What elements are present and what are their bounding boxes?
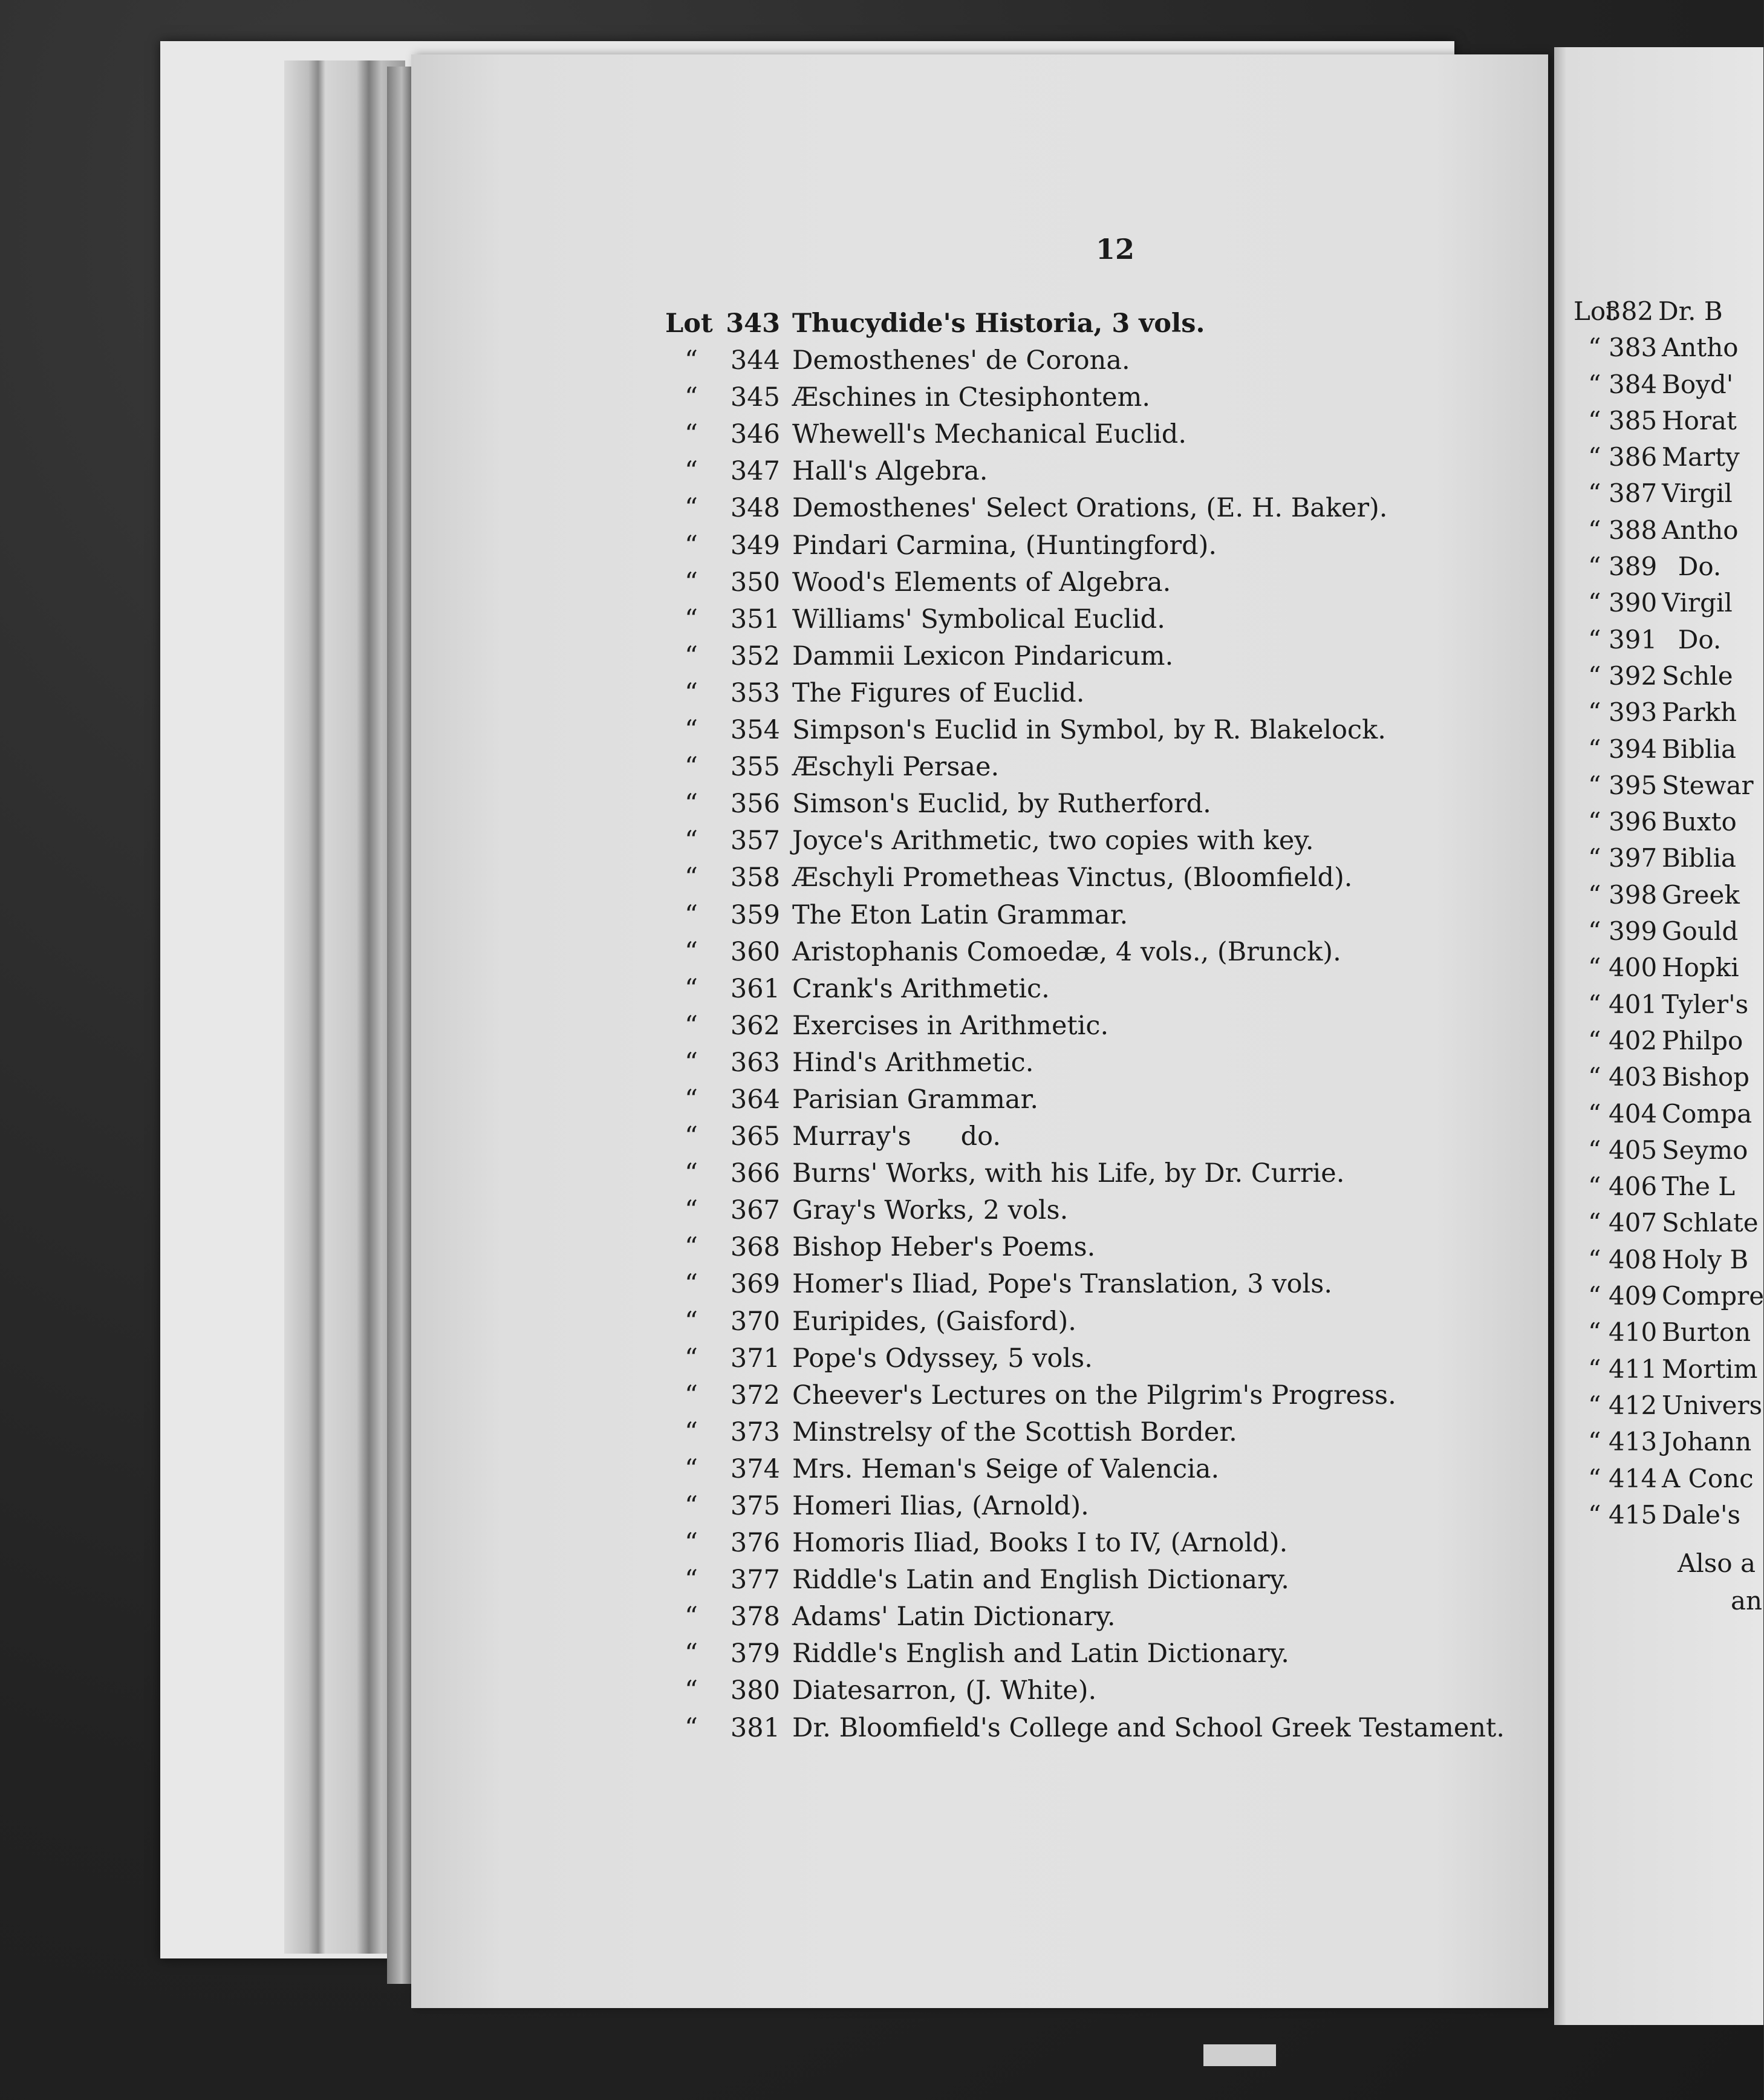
lot-title: Homeri Ilias, (Arnold). [792, 1491, 1089, 1521]
lot-number: 402 [1609, 1025, 1658, 1055]
lot-entry [1588, 1205, 1763, 1241]
lot-prefix: “ [1588, 1244, 1601, 1274]
lot-number: 409 [1609, 1281, 1658, 1311]
lot-entry [1588, 694, 1763, 731]
lot-number: 356 [730, 789, 780, 820]
lot-prefix: “ [1588, 1317, 1601, 1348]
lot-prefix: “ [1588, 552, 1601, 582]
lot-title: Dammii Lexicon Pindaricum. [792, 641, 1174, 671]
lot-number: 352 [730, 641, 780, 671]
lot-entry [665, 1414, 1536, 1451]
lot-title: Mortim [1662, 1354, 1758, 1384]
lot-title: Homoris Iliad, Books I to IV, (Arnold). [792, 1528, 1288, 1559]
lot-number: 375 [730, 1491, 780, 1521]
lot-entry [1588, 658, 1763, 694]
lot-number: 367 [730, 1195, 780, 1226]
lot-title: Antho [1662, 333, 1739, 363]
lot-prefix: Lot [665, 308, 713, 339]
lot-prefix: “ [1588, 369, 1601, 399]
lot-title: Pope's Odyssey, 5 vols. [792, 1343, 1093, 1374]
lot-prefix: “ [1588, 660, 1601, 691]
lot-number: 373 [730, 1417, 780, 1447]
lot-prefix: “ [685, 1528, 698, 1559]
lot-number: 358 [730, 862, 780, 893]
lot-entry [665, 934, 1536, 971]
lot-title: Williams' Symbolical Euclid. [792, 604, 1165, 634]
lot-prefix: “ [685, 752, 698, 783]
lot-prefix: “ [1588, 1499, 1601, 1530]
lot-number: 374 [730, 1453, 780, 1484]
lot-number: 395 [1609, 770, 1658, 800]
lot-entry [1574, 293, 1763, 330]
lot-title: Do. [1662, 552, 1722, 582]
lot-title: Schle [1662, 660, 1733, 691]
lot-prefix: “ [1588, 1135, 1601, 1165]
lot-prefix: “ [1588, 953, 1601, 983]
lot-entry [665, 490, 1536, 527]
lot-title: Virgil [1662, 478, 1733, 509]
lot-prefix: “ [685, 1269, 698, 1300]
lot-prefix: “ [1588, 588, 1601, 618]
lot-title: Æschyli Persae. [792, 752, 1000, 783]
lot-prefix: “ [685, 1491, 698, 1521]
lot-title: Biblia [1662, 843, 1737, 873]
lot-number: 397 [1609, 843, 1658, 873]
lot-number: 386 [1609, 442, 1658, 472]
lot-number: 362 [730, 1010, 780, 1041]
lot-prefix: “ [685, 641, 698, 671]
lot-entry [665, 1229, 1536, 1266]
lot-entry [1588, 950, 1763, 986]
lot-prefix: “ [685, 862, 698, 893]
lot-entry [1588, 622, 1763, 658]
lot-title: Bishop Heber's Poems. [792, 1232, 1096, 1263]
lot-title: Johann [1662, 1427, 1752, 1457]
lot-prefix: “ [685, 1195, 698, 1226]
lot-entry [665, 601, 1536, 638]
lot-entry [665, 1672, 1536, 1709]
lot-prefix: “ [685, 1158, 698, 1189]
lot-number: 372 [730, 1380, 780, 1410]
lot-title: A Conc [1662, 1463, 1754, 1493]
lot-title: Mrs. Heman's Seige of Valencia. [792, 1453, 1220, 1484]
lot-title: Dale's [1662, 1499, 1741, 1530]
lot-number: 351 [730, 604, 780, 634]
lot-number: 405 [1609, 1135, 1658, 1165]
lot-entry [665, 453, 1536, 490]
lot-number: 415 [1609, 1499, 1658, 1530]
lot-title: Antho [1662, 515, 1739, 545]
lot-number: 348 [730, 493, 780, 524]
right-trailing-line-2: an [1731, 1586, 1763, 1616]
lot-title: Compa [1662, 1098, 1753, 1129]
lot-list-left [665, 305, 1536, 1747]
lot-prefix: “ [1588, 989, 1601, 1019]
lot-entry [1588, 1278, 1763, 1314]
lot-prefix: “ [1588, 1427, 1601, 1457]
lot-prefix: Lot [1574, 296, 1616, 326]
lot-number: 406 [1609, 1172, 1658, 1202]
lot-prefix: “ [1588, 916, 1601, 947]
lot-number: 411 [1609, 1354, 1658, 1384]
lot-title: Riddle's Latin and English Dictionary. [792, 1565, 1289, 1596]
lot-title: Hind's Arithmetic. [792, 1047, 1034, 1078]
lot-number: 355 [730, 752, 780, 783]
lot-number: 376 [730, 1528, 780, 1559]
lot-entry [665, 1155, 1536, 1192]
lot-entry [665, 971, 1536, 1008]
lot-entry [1588, 549, 1763, 585]
lot-title: Wood's Elements of Algebra. [792, 567, 1171, 598]
lot-number: 383 [1609, 333, 1658, 363]
lot-number: 407 [1609, 1208, 1658, 1238]
lot-title: Joyce's Arithmetic, two copies with key. [792, 826, 1314, 856]
lot-prefix: “ [685, 1232, 698, 1263]
lot-title: Riddle's English and Latin Dictionary. [792, 1639, 1289, 1669]
lot-entry [1588, 1242, 1763, 1278]
lot-prefix: “ [1588, 807, 1601, 837]
lot-title: Diatesarron, (J. White). [792, 1675, 1097, 1706]
lot-entry [665, 1562, 1536, 1599]
lot-number: 368 [730, 1232, 780, 1263]
lot-prefix: “ [685, 1121, 698, 1152]
lot-title: Minstrelsy of the Scottish Border. [792, 1417, 1237, 1447]
lot-entry [665, 342, 1536, 379]
lot-prefix: “ [1588, 478, 1601, 509]
lot-title: Hall's Algebra. [792, 456, 988, 487]
lot-number: 349 [730, 530, 780, 561]
lot-prefix: “ [685, 604, 698, 634]
lot-number: 385 [1609, 405, 1658, 435]
lot-entry [665, 1192, 1536, 1229]
lot-title: Dr. B [1658, 296, 1723, 326]
lot-prefix: “ [1588, 1025, 1601, 1055]
lot-prefix: “ [685, 826, 698, 856]
lot-title: Bishop [1662, 1062, 1750, 1092]
lot-title: Seymo [1662, 1135, 1748, 1165]
lot-prefix: “ [685, 677, 698, 708]
lot-title: Adams' Latin Dictionary. [792, 1602, 1116, 1632]
lot-prefix: “ [685, 899, 698, 930]
lot-title: Compre [1662, 1281, 1764, 1311]
lot-number: 357 [730, 826, 780, 856]
lot-number: 343 [726, 308, 780, 339]
lot-number: 413 [1609, 1427, 1658, 1457]
lot-title: Gray's Works, 2 vols. [792, 1195, 1069, 1226]
lot-number: 370 [730, 1306, 780, 1337]
lot-prefix: “ [1588, 1062, 1601, 1092]
lot-number: 384 [1609, 369, 1658, 399]
lot-title: Cheever's Lectures on the Pilgrim's Progress. [792, 1380, 1396, 1410]
lot-entry [665, 1451, 1536, 1488]
lot-title: Hopki [1662, 953, 1739, 983]
lot-title: Univers [1662, 1390, 1763, 1420]
lot-entry [665, 1377, 1536, 1414]
lot-title: Simpson's Euclid in Symbol, by R. Blakelock. [792, 715, 1386, 746]
page-number: 12 [1096, 233, 1135, 266]
lot-title: Marty [1662, 442, 1740, 472]
lot-prefix: “ [685, 1010, 698, 1041]
lot-number: 361 [730, 973, 780, 1004]
lot-number: 398 [1609, 879, 1658, 910]
lot-title: Crank's Arithmetic. [792, 973, 1050, 1004]
lot-number: 388 [1609, 515, 1658, 545]
lot-title: Aristophanis Comoedæ, 4 vols., (Brunck). [792, 936, 1341, 967]
lot-entry [1588, 1497, 1763, 1533]
lot-entry [665, 786, 1536, 823]
lot-prefix: “ [1588, 1390, 1601, 1420]
lot-title: Demosthenes' Select Orations, (E. H. Baker). [792, 493, 1388, 524]
lot-title: Horat [1662, 405, 1737, 435]
lot-entry [1588, 1314, 1763, 1351]
lot-number: 363 [730, 1047, 780, 1078]
lot-entry [1588, 512, 1763, 549]
lot-title: Demosthenes' de Corona. [792, 345, 1130, 376]
lot-number: 353 [730, 677, 780, 708]
lot-number: 414 [1609, 1463, 1658, 1493]
lot-number: 412 [1609, 1390, 1658, 1420]
lot-number: 360 [730, 936, 780, 967]
lot-prefix: “ [685, 456, 698, 487]
lot-entry [665, 1488, 1536, 1525]
lot-entry [1588, 330, 1763, 366]
lot-prefix: “ [685, 1453, 698, 1484]
lot-prefix: “ [1588, 1463, 1601, 1493]
lot-title: Schlate [1662, 1208, 1759, 1238]
lot-number: 401 [1609, 989, 1658, 1019]
lot-entry [1588, 585, 1763, 621]
lot-entry [1588, 439, 1763, 475]
lot-prefix: “ [1588, 515, 1601, 545]
lot-entry [1588, 804, 1763, 840]
lot-prefix: “ [685, 1084, 698, 1115]
lot-number: 359 [730, 899, 780, 930]
lot-title: Euripides, (Gaisford). [792, 1306, 1076, 1337]
lot-entry [665, 1266, 1536, 1303]
page-tab [1203, 2044, 1276, 2066]
lot-entry [665, 1525, 1536, 1562]
lot-title: The Eton Latin Grammar. [792, 899, 1128, 930]
lot-title: Holy B [1662, 1244, 1749, 1274]
lot-title: Do. [1662, 624, 1722, 654]
lot-title: Homer's Iliad, Pope's Translation, 3 vols. [792, 1269, 1332, 1300]
lot-prefix: “ [685, 530, 698, 561]
lot-prefix: “ [685, 1602, 698, 1632]
lot-entry [665, 416, 1536, 453]
lot-prefix: “ [685, 382, 698, 413]
lot-title: Philpo [1662, 1025, 1743, 1055]
lot-prefix: “ [1588, 333, 1601, 363]
lot-number: 344 [730, 345, 780, 376]
lot-number: 369 [730, 1269, 780, 1300]
lot-title: Boyd' [1662, 369, 1734, 399]
lot-entry [665, 305, 1536, 342]
lot-number: 396 [1609, 807, 1658, 837]
lot-number: 404 [1609, 1098, 1658, 1129]
lot-title: The Figures of Euclid. [792, 677, 1085, 708]
lot-number: 399 [1609, 916, 1658, 947]
lot-entry [1588, 1424, 1763, 1460]
lot-title: Parkh [1662, 697, 1737, 728]
lot-title: Stewar [1662, 770, 1754, 800]
lot-number: 379 [730, 1639, 780, 1669]
lot-number: 371 [730, 1343, 780, 1374]
lot-title: Æschines in Ctesiphontem. [792, 382, 1151, 413]
lot-title: Burns' Works, with his Life, by Dr. Currie. [792, 1158, 1345, 1189]
lot-entry [1588, 367, 1763, 403]
lot-number: 387 [1609, 478, 1658, 509]
lot-number: 350 [730, 567, 780, 598]
lot-title: Tyler's [1662, 989, 1749, 1019]
lot-prefix: “ [685, 936, 698, 967]
lot-prefix: “ [685, 1047, 698, 1078]
lot-prefix: “ [685, 1343, 698, 1374]
lot-entry [665, 1635, 1536, 1672]
lot-title: The L [1662, 1172, 1736, 1202]
lot-entry [665, 897, 1536, 934]
lot-entry [1588, 840, 1763, 876]
lot-prefix: “ [685, 1712, 698, 1743]
lot-prefix: “ [685, 1675, 698, 1706]
lot-number: 403 [1609, 1062, 1658, 1092]
lot-number: 391 [1609, 624, 1658, 654]
lot-title: Gould [1662, 916, 1739, 947]
lot-prefix: “ [685, 1639, 698, 1669]
lot-title: Parisian Grammar. [792, 1084, 1038, 1115]
lot-entry [665, 1303, 1536, 1340]
lot-entry [1588, 403, 1763, 439]
lot-prefix: “ [1588, 1098, 1601, 1129]
lot-entry [1588, 913, 1763, 950]
lot-entry [665, 1599, 1536, 1635]
lot-entry [1588, 1132, 1763, 1169]
lot-number: 345 [730, 382, 780, 413]
lot-prefix: “ [685, 789, 698, 820]
lot-number: 364 [730, 1084, 780, 1115]
lot-entry [665, 1081, 1536, 1118]
lot-entry [665, 379, 1536, 416]
lot-entry [1588, 1461, 1763, 1497]
lot-prefix: “ [1588, 1172, 1601, 1202]
lot-prefix: “ [1588, 1354, 1601, 1384]
lot-entry [1588, 1351, 1763, 1388]
lot-entry [1588, 986, 1763, 1023]
lot-title: Simson's Euclid, by Rutherford. [792, 789, 1211, 820]
lot-number: 381 [730, 1712, 780, 1743]
lot-entry [665, 1710, 1536, 1747]
lot-title: Virgil [1662, 588, 1733, 618]
lot-prefix: “ [1588, 879, 1601, 910]
lot-prefix: “ [685, 1306, 698, 1337]
lot-title: Exercises in Arithmetic. [792, 1010, 1109, 1041]
lot-number: 366 [730, 1158, 780, 1189]
lot-entry [665, 638, 1536, 675]
lot-title: Pindari Carmina, (Huntingford). [792, 530, 1217, 561]
lot-number: 408 [1609, 1244, 1658, 1274]
lot-title: Burton [1662, 1317, 1751, 1348]
lot-number: 394 [1609, 734, 1658, 764]
lot-prefix: “ [1588, 734, 1601, 764]
lot-prefix: “ [685, 973, 698, 1004]
lot-title: Æschyli Prometheas Vinctus, (Bloomfield). [792, 862, 1353, 893]
lot-prefix: “ [685, 567, 698, 598]
lot-prefix: “ [1588, 770, 1601, 800]
lot-prefix: “ [1588, 1208, 1601, 1238]
lot-prefix: “ [1588, 697, 1601, 728]
lot-entry [1588, 731, 1763, 768]
lot-number: 400 [1609, 953, 1658, 983]
lot-title: Buxto [1662, 807, 1737, 837]
lot-entry [665, 527, 1536, 564]
lot-prefix: “ [1588, 405, 1601, 435]
lot-entry [665, 675, 1536, 712]
lot-prefix: “ [1588, 624, 1601, 654]
lot-prefix: “ [1588, 1281, 1601, 1311]
lot-entry [1588, 768, 1763, 804]
lot-entry [1588, 1023, 1763, 1059]
lot-prefix: “ [685, 1417, 698, 1447]
lot-entry [665, 564, 1536, 601]
lot-number: 365 [730, 1121, 780, 1152]
lot-entry [1588, 1169, 1763, 1205]
lot-number: 392 [1609, 660, 1658, 691]
lot-prefix: “ [685, 345, 698, 376]
lot-number: 377 [730, 1565, 780, 1596]
lot-title: Murray's do. [792, 1121, 1001, 1152]
lot-number: 347 [730, 456, 780, 487]
lot-entry [1588, 1388, 1763, 1424]
lot-prefix: “ [1588, 442, 1601, 472]
lot-number: 346 [730, 419, 780, 450]
lot-title: Thucydide's Historia, 3 vols. [792, 308, 1205, 339]
lot-entry [665, 712, 1536, 749]
lot-list-right [1574, 293, 1764, 1533]
lot-entry [1588, 475, 1763, 512]
lot-entry [1588, 1059, 1763, 1095]
lot-number: 382 [1605, 296, 1654, 326]
lot-number: 393 [1609, 697, 1658, 728]
lot-number: 410 [1609, 1317, 1658, 1348]
lot-prefix: “ [685, 419, 698, 450]
lot-entry [665, 823, 1536, 859]
lot-entry [665, 1045, 1536, 1081]
lot-prefix: “ [685, 1565, 698, 1596]
lot-number: 378 [730, 1602, 780, 1632]
lot-entry [665, 859, 1536, 896]
lot-number: 354 [730, 715, 780, 746]
lot-number: 380 [730, 1675, 780, 1706]
lot-title: Greek [1662, 879, 1740, 910]
lot-prefix: “ [685, 493, 698, 524]
lot-entry [1588, 877, 1763, 913]
lot-entry [665, 1340, 1536, 1377]
lot-prefix: “ [1588, 843, 1601, 873]
lot-entry [665, 1118, 1536, 1155]
lot-prefix: “ [685, 1380, 698, 1410]
lot-title: Biblia [1662, 734, 1737, 764]
right-trailing-line-1: Also a [1678, 1548, 1756, 1578]
lot-entry [1588, 1096, 1763, 1132]
lot-entry [665, 1008, 1536, 1045]
lot-entry [665, 749, 1536, 786]
lot-prefix: “ [685, 715, 698, 746]
lot-number: 390 [1609, 588, 1658, 618]
lot-number: 389 [1609, 552, 1658, 582]
lot-title: Whewell's Mechanical Euclid. [792, 419, 1186, 450]
lot-title: Dr. Bloomfield's College and School Greek Testament. [792, 1712, 1505, 1743]
